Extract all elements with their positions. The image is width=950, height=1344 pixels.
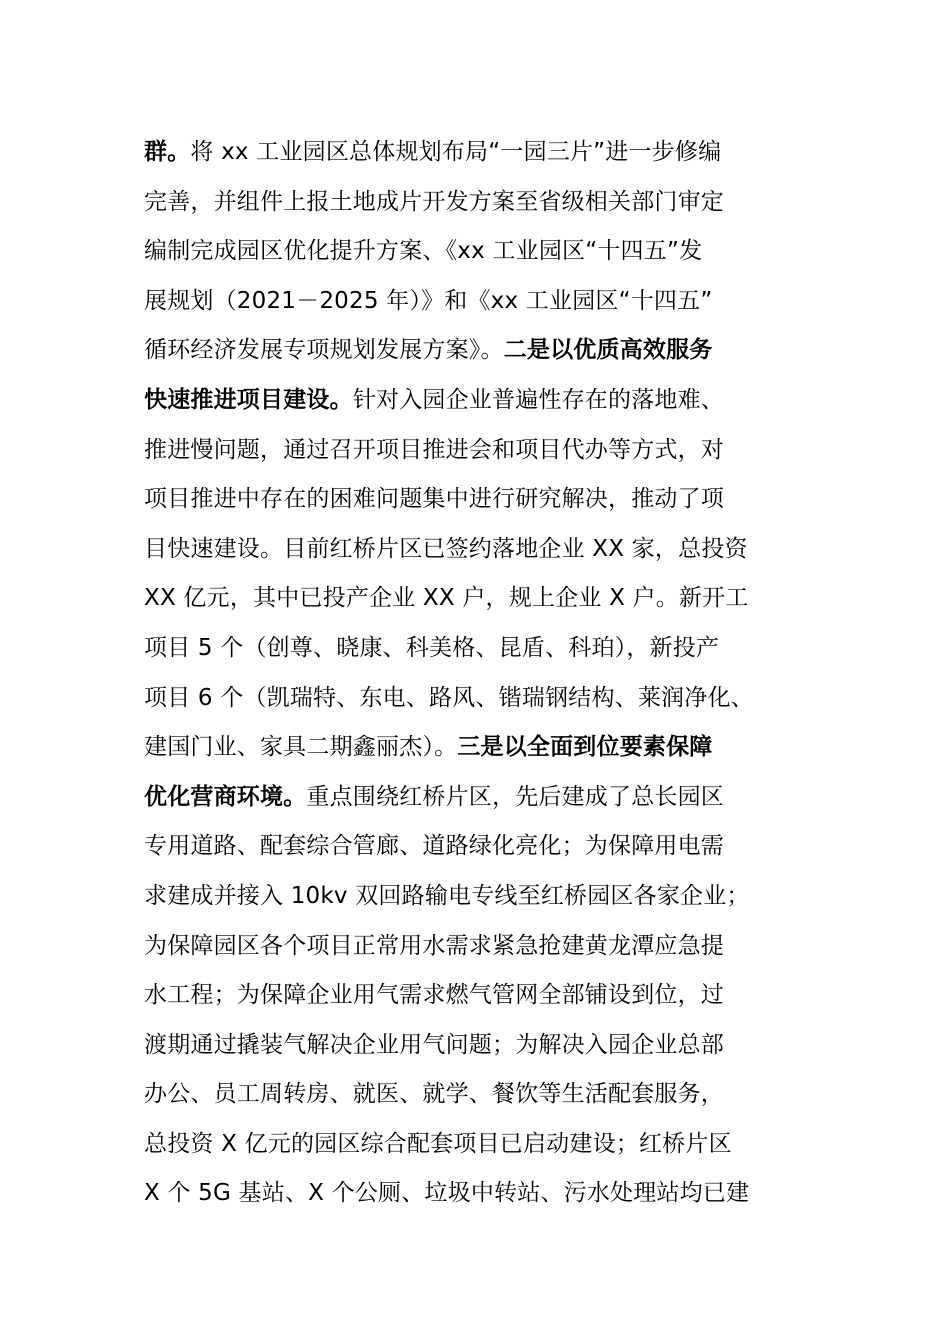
text-segment: X 个 5G 基站、X 个公厕、垃圾中转站、污水处理站均已建 xyxy=(144,1180,750,1207)
text-segment: 总投资 X 亿元的园区综合配套项目已启动建设；红桥片区 xyxy=(144,1130,732,1157)
text-segment: 针对入园企业普遍性存在的落地难、 xyxy=(352,386,725,413)
text-segment: 将 xx 工业园区总体规划布局“一园三片”进一步修编 xyxy=(190,139,722,165)
text-segment: 项目 5 个（创尊、晓康、科美格、昆盾、科珀），新投产 xyxy=(144,634,720,661)
text-line xyxy=(144,277,824,327)
text-line xyxy=(144,1070,824,1120)
text-line xyxy=(144,971,824,1021)
text-line xyxy=(144,723,824,773)
text-segment: 为保障园区各个项目正常用水需求紧急抢建黄龙潭应急提 xyxy=(144,932,724,959)
text-line xyxy=(144,1120,824,1170)
bold-text-segment: 二是以优质高效服务 xyxy=(503,337,713,364)
text-line xyxy=(144,128,824,178)
text-line xyxy=(144,525,824,575)
text-line xyxy=(144,773,824,823)
text-segment: 办公、员工周转房、就医、就学、餐饮等生活配套服务， xyxy=(144,1081,724,1108)
text-segment: 专用道路、配套综合管廊、道路绿化亮化；为保障用电需 xyxy=(144,833,724,860)
text-segment: 建国门业、家具二期鑫丽杰）。 xyxy=(144,734,458,761)
bold-text-segment: 快速推进项目建设。 xyxy=(144,386,353,413)
bold-text-segment: 群。 xyxy=(144,139,191,165)
text-segment: 渡期通过撬装气解决企业用气问题；为解决入园企业总部 xyxy=(144,1031,724,1058)
text-line xyxy=(144,376,824,426)
text-segment: 项目 6 个（凯瑞特、东电、路风、锴瑞钢结构、莱润净化、 xyxy=(144,684,754,711)
text-line xyxy=(144,922,824,972)
text-segment: 重点围绕红桥片区，先后建成了总长园区 xyxy=(306,783,725,810)
text-segment: 循环经济发展专项规划发展方案》。 xyxy=(144,337,504,364)
text-line xyxy=(144,227,824,277)
text-segment: 展规划（2021－2025 年）》和《xx 工业园区“十四五” xyxy=(144,287,713,314)
text-line xyxy=(144,1169,824,1219)
text-line xyxy=(144,326,824,376)
text-line xyxy=(144,822,824,872)
text-segment: 求建成并接入 10kv 双回路输电专线至红桥园区各家企业； xyxy=(144,882,750,909)
text-line xyxy=(144,475,824,525)
text-segment: 项目推进中存在的困难问题集中进行研究解决，推动了项 xyxy=(144,486,724,513)
text-line xyxy=(144,574,824,624)
text-line xyxy=(144,624,824,674)
text-line xyxy=(144,674,824,724)
text-segment: 目快速建设。目前红桥片区已签约落地企业 XX 家，总投资 xyxy=(144,535,748,562)
text-line xyxy=(144,178,824,228)
bold-text-segment: 优化营商环境。 xyxy=(144,783,307,810)
text-segment: 完善，并组件上报土地成片开发方案至省级相关部门审定 xyxy=(144,188,724,215)
text-line xyxy=(144,1021,824,1071)
text-segment: 编制完成园区优化提升方案、《xx 工业园区“十四五”发 xyxy=(144,238,703,265)
text-segment: 水工程；为保障企业用气需求燃气管网全部铺设到位，过 xyxy=(144,982,724,1009)
bold-text-segment: 三是以全面到位要素保障 xyxy=(457,734,713,761)
text-segment: 推进慢问题，通过召开项目推进会和项目代办等方式，对 xyxy=(144,436,724,463)
text-segment: XX 亿元，其中已投产企业 XX 户，规上企业 X 户。新开工 xyxy=(144,585,749,612)
body-text xyxy=(144,128,824,1219)
text-line xyxy=(144,872,824,922)
text-line xyxy=(144,426,824,476)
